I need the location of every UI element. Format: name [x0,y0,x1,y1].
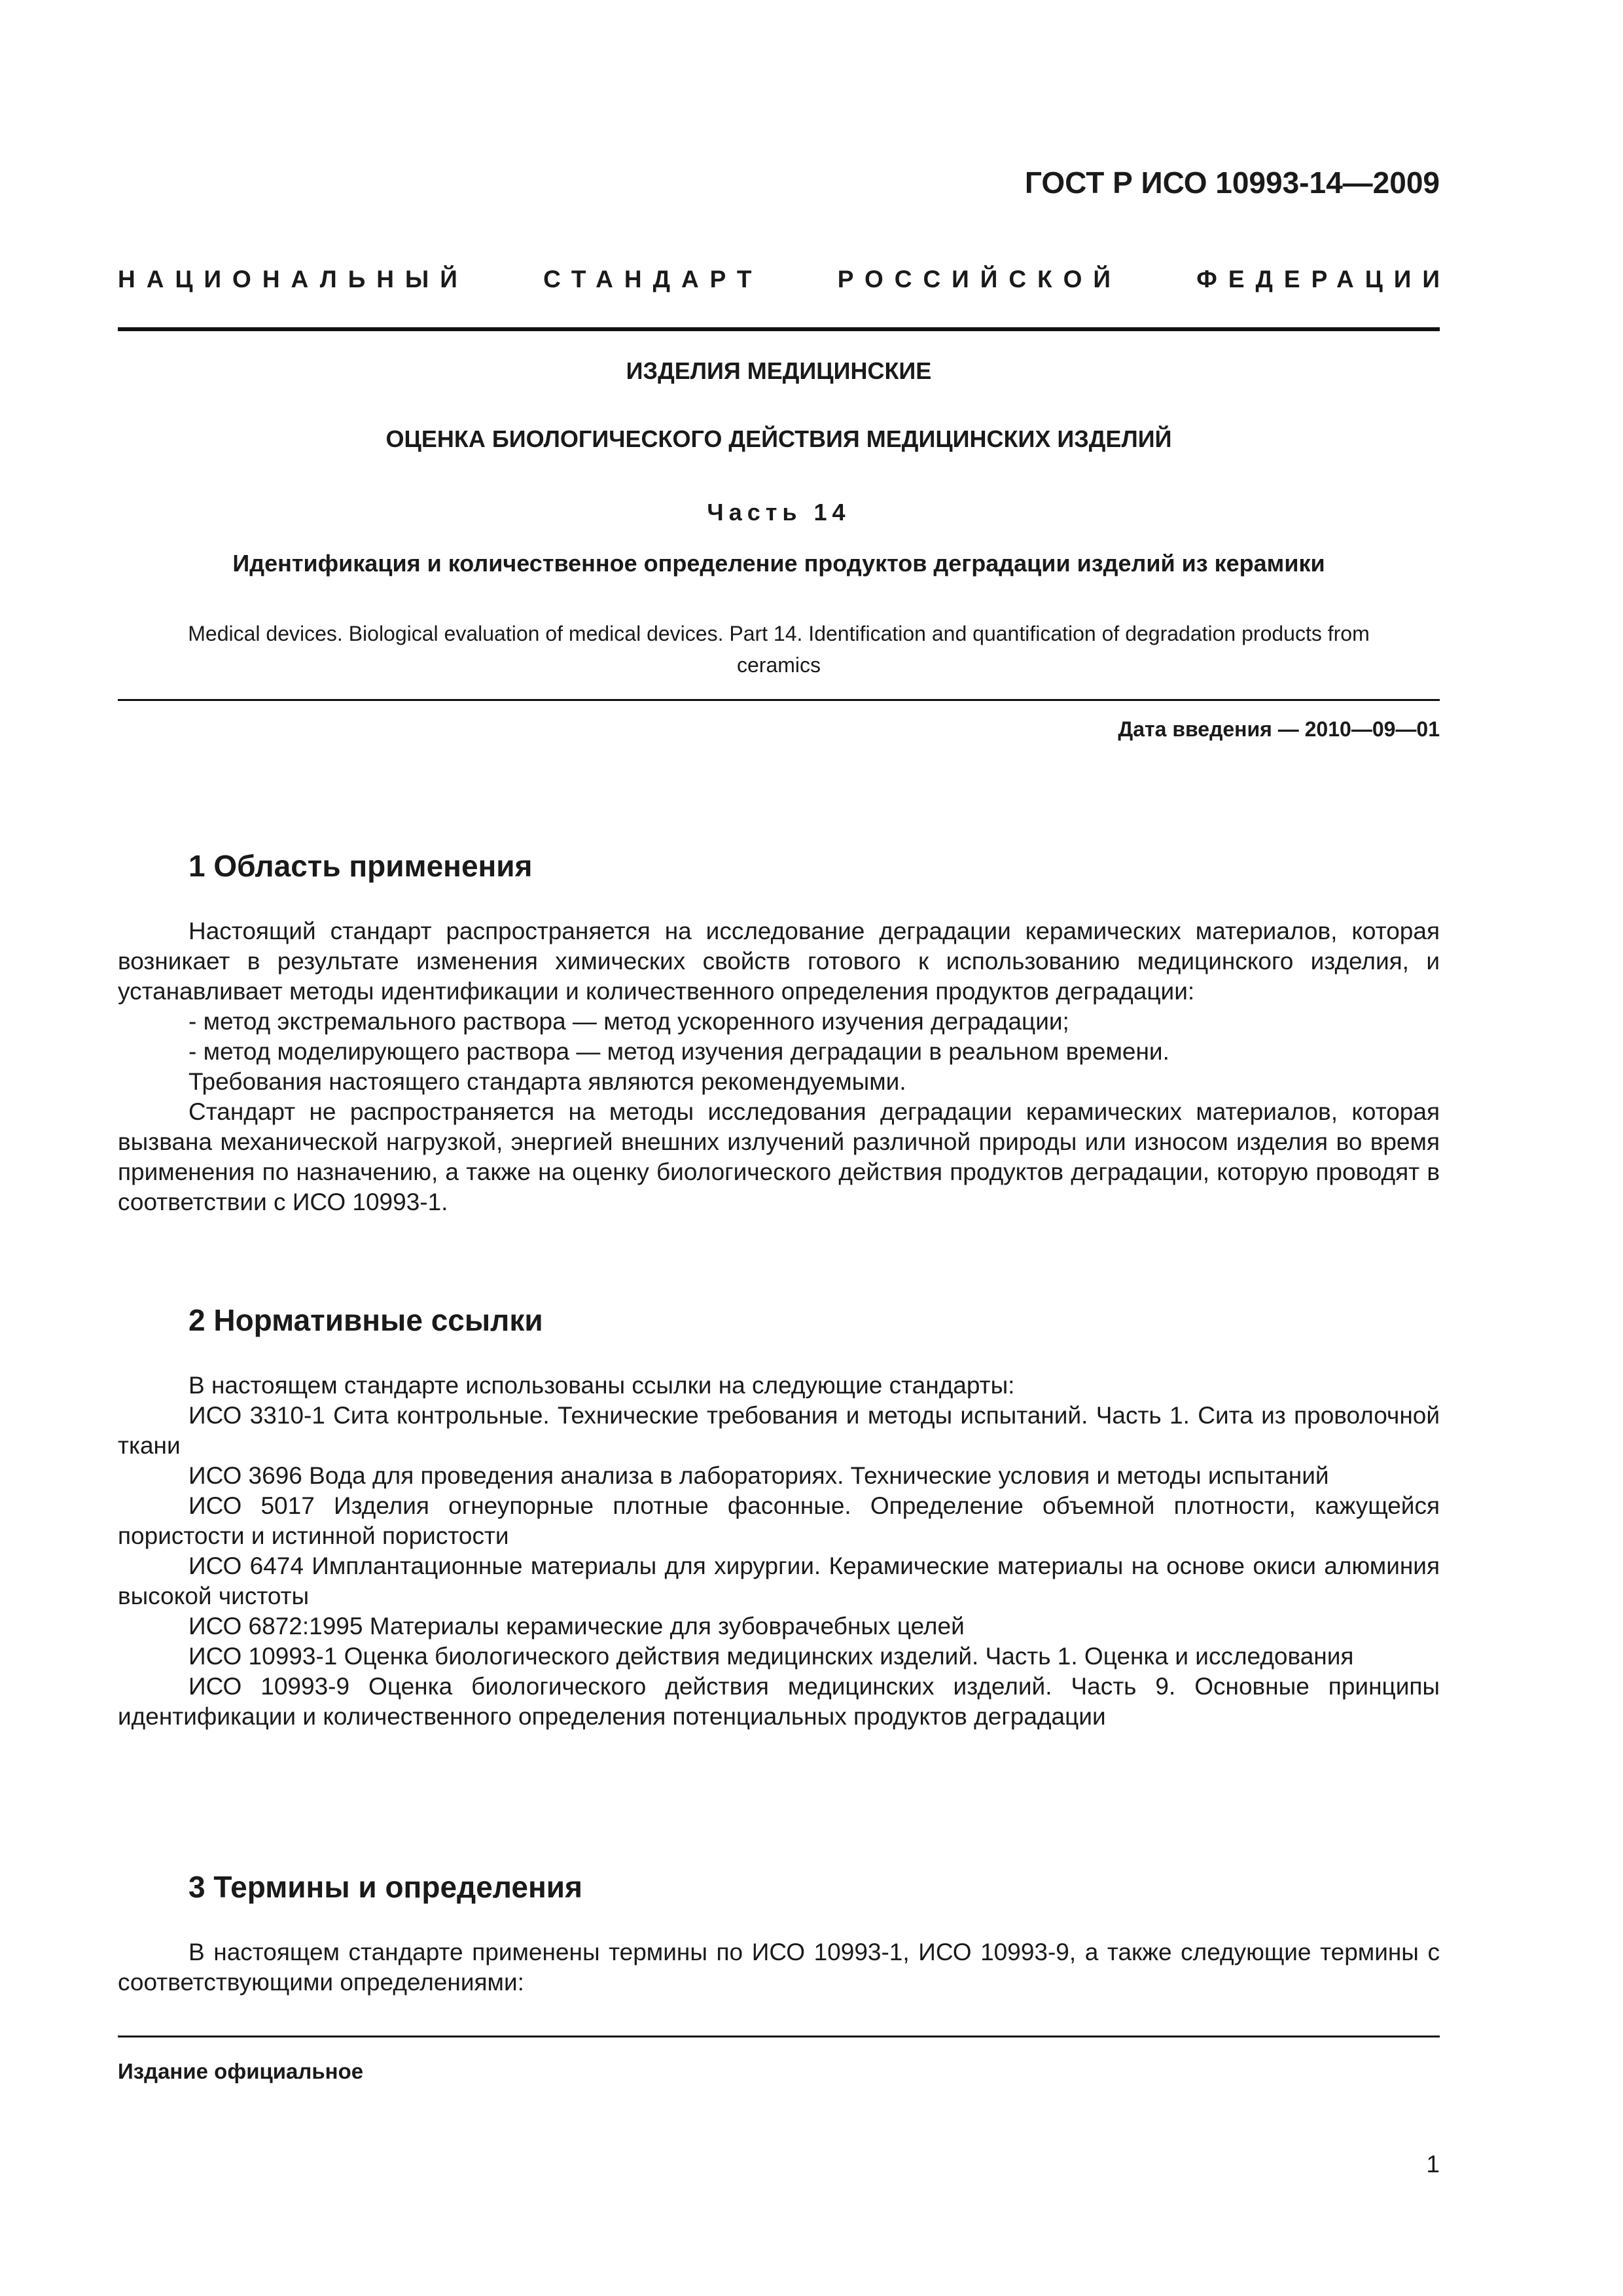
header-divider [118,327,1440,331]
reference-item: ИСО 10993-9 Оценка биологического действия медицинских изделий. Часть 9. Основные принципы идентификации и количественного определения потенциальных продуктов деградации [118,1673,1440,1730]
document-page [118,0,1451,2296]
title-line-1: ИЗДЕЛИЯ МЕДИЦИНСКИЕ [626,357,932,384]
paragraph: В настоящем стандарте использованы ссылки на следующие стандарты: [188,1372,1015,1399]
document-code: ГОСТ Р ИСО 10993-14—2009 [1024,166,1440,200]
title-line-2: ОЦЕНКА БИОЛОГИЧЕСКОГО ДЕЙСТВИЯ МЕДИЦИНСКИХ ИЗДЕЛИЙ [385,425,1172,452]
paragraph: Стандарт не распространяется на методы исследования деградации керамических материалов, которая вызвана механической нагрузкой, энергией внешних излучений различной природы или износом изделия во время применения по назначению, а также на оценку биологического действия продуктов деградации, которую проводят в соответствии с ИСО 10993-1. [118,1098,1440,1215]
reference-item: ИСО 6474 Имплантационные материалы для хирургии. Керамические материалы на основе окиси алюминия высокой чистоты [118,1552,1440,1609]
part-label: Часть 14 [707,499,851,526]
reference-item: ИСО 3310-1 Сита контрольные. Технические требования и методы испытаний. Часть 1. Сита из проволочной ткани [118,1402,1440,1459]
paragraph: В настоящем стандарте применены термины по ИСО 10993-1, ИСО 10993-9, а также следующие термины с соответствующими определениями: [118,1939,1440,1996]
reference-item: ИСО 3696 Вода для проведения анализа в лабораториях. Технические условия и методы испытаний [188,1462,1329,1489]
edition-label: Издание официальное [118,2059,364,2083]
national-word: РОССИЙСКОЙ [837,266,1122,293]
introduction-date: Дата введения — 2010—09—01 [1118,717,1440,741]
title-line-3: Идентификация и количественное определение продуктов деградации изделий из керамики [232,550,1325,577]
english-title: Medical devices. Biological evaluation of medical devices. Part 14. Identification and quantification of degradation products from ceramics [188,622,1370,677]
paragraph: Настоящий стандарт распространяется на исследование деградации керамических материалов, которая возникает в результате изменения химических свойств готового к использованию медицинского изделия, и устанавливает методы идентификации и количественного определения продуктов деградации: [118,918,1440,1005]
section-1-body [118,916,1440,1217]
reference-item: ИСО 6872:1995 Материалы керамические для зубоврачебных целей [188,1613,965,1640]
footer-divider [118,2036,1440,2037]
reference-item: ИСО 5017 Изделия огнеупорные плотные фасонные. Определение объемной плотности, кажущейся пористости и истинной пористости [118,1492,1440,1549]
reference-item: ИСО 10993-1 Оценка биологического действия медицинских изделий. Часть 1. Оценка и исследования [188,1643,1354,1670]
section-2-body [118,1371,1440,1732]
national-word: СТАНДАРТ [543,266,763,293]
title-divider [118,699,1440,701]
page-number: 1 [1426,2151,1440,2178]
national-word: ФЕДЕРАЦИИ [1196,266,1451,293]
list-item: - метод моделирующего раствора — метод изучения деградации в реальном времени. [188,1038,1169,1065]
paragraph: Требования настоящего стандарта являются рекомендуемыми. [188,1068,906,1095]
national-word: НАЦИОНАЛЬНЫЙ [118,266,469,293]
section-3-body [118,1937,1440,1998]
list-item: - метод экстремального раствора — метод ускоренного изучения деградации; [188,1008,1069,1035]
national-standard-title [118,266,1451,293]
section-2-heading: 2 Нормативные ссылки [188,1303,543,1337]
section-1-heading: 1 Область применения [188,849,533,883]
section-3-heading: 3 Термины и определения [188,1870,582,1904]
